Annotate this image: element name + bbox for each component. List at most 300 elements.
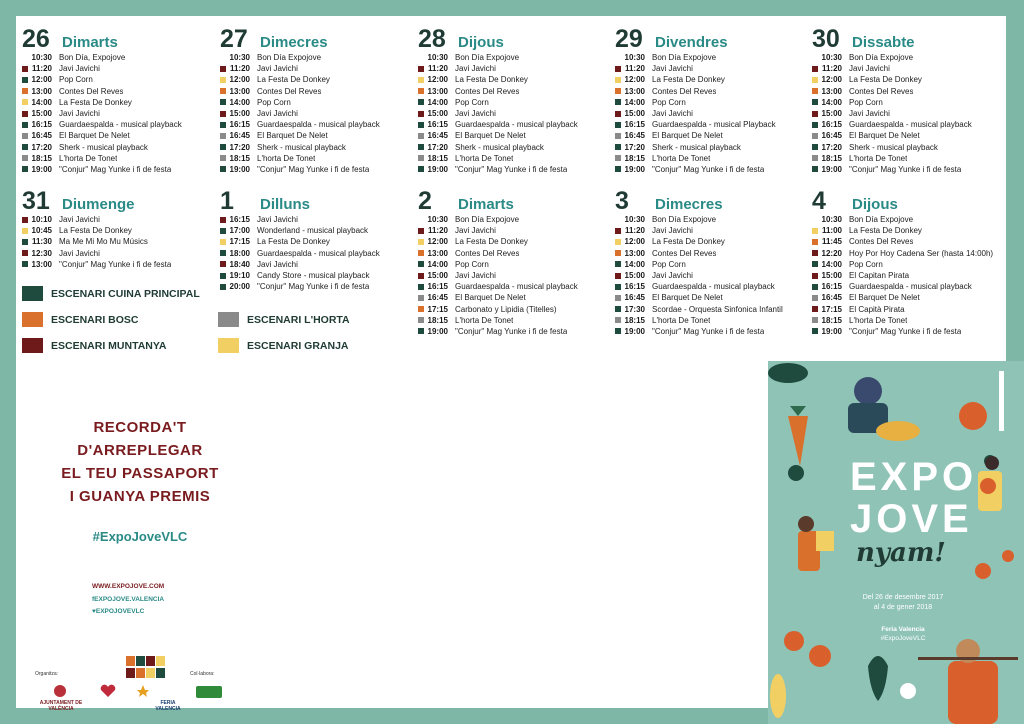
stage-swatch xyxy=(812,111,818,117)
event-row xyxy=(615,236,805,247)
event-title: Sherk - musical playback xyxy=(455,142,544,152)
event-row xyxy=(615,108,805,119)
event-time: 13:00 xyxy=(31,259,52,269)
legend-label: ESCENARI CUINA PRINCIPAL xyxy=(51,287,200,300)
event-row xyxy=(220,52,410,63)
event-row xyxy=(418,315,608,326)
event-time: 11:00 xyxy=(821,226,842,236)
event-time: 11:20 xyxy=(427,64,448,74)
event-title: Contes Del Reves xyxy=(257,86,322,96)
facebook-link[interactable]: fEXPOJOVE.VALENCIA xyxy=(92,596,165,603)
day-number: 30 xyxy=(812,25,840,53)
event-time: 15:00 xyxy=(821,109,842,119)
event-time: 18:15 xyxy=(427,315,448,325)
day-header xyxy=(812,188,1002,214)
event-time: 17:20 xyxy=(624,142,645,152)
event-time: 16:15 xyxy=(427,282,448,292)
event-title: Contes Del Reves xyxy=(849,237,914,247)
event-time: 10:45 xyxy=(31,226,52,236)
event-row xyxy=(22,259,212,270)
legend-item-bosc xyxy=(22,312,139,327)
event-title: El Barquet De Nelet xyxy=(455,131,526,141)
day-number: 26 xyxy=(22,25,50,53)
stage-swatch xyxy=(615,144,621,150)
event-row xyxy=(220,248,410,259)
twitter-link[interactable]: ♥EXPOJOVEVLC xyxy=(92,608,145,615)
event-title: Javi Javichi xyxy=(59,215,100,225)
event-row xyxy=(220,63,410,74)
event-title: Pop Corn xyxy=(652,97,686,107)
stage-swatch xyxy=(418,328,424,334)
event-time: 16:45 xyxy=(31,131,52,141)
stage-swatch xyxy=(812,228,818,234)
reminder-line: D'ARREPLEGAR xyxy=(77,442,203,459)
legend-swatch xyxy=(22,286,43,301)
event-title: Contes Del Reves xyxy=(652,86,717,96)
event-time: 13:00 xyxy=(229,86,250,96)
event-row xyxy=(812,214,1002,225)
stage-swatch xyxy=(812,295,818,301)
stage-swatch xyxy=(615,99,621,105)
poster-venue-name: Feria Valencia xyxy=(881,626,925,633)
stage-swatch xyxy=(418,77,424,83)
event-row xyxy=(220,164,410,175)
sponsor-name: FERIA VALENCIA xyxy=(155,700,181,712)
event-time: 12:00 xyxy=(31,75,52,85)
stage-swatch xyxy=(615,317,621,323)
event-title: Javi Javichi xyxy=(652,226,693,236)
stage-swatch xyxy=(418,88,424,94)
day-schedule xyxy=(22,188,212,270)
event-time: 11:20 xyxy=(229,64,250,74)
event-row xyxy=(22,164,212,175)
event-title: Bon Día, Expojove xyxy=(59,53,126,63)
day-header xyxy=(220,26,410,52)
legend-swatch xyxy=(22,312,43,327)
hashtag-text: #ExpoJoveVLC xyxy=(92,529,188,544)
event-time: 16:45 xyxy=(427,131,448,141)
event-row xyxy=(418,63,608,74)
event-time: 14:00 xyxy=(821,97,842,107)
event-time: 15:00 xyxy=(821,271,842,281)
event-time: 13:00 xyxy=(821,86,842,96)
stage-swatch xyxy=(812,273,818,279)
stage-swatch xyxy=(22,144,28,150)
day-name: Dissabte xyxy=(852,34,915,51)
event-time: 14:00 xyxy=(229,97,250,107)
event-title: Javi Javichi xyxy=(59,248,100,258)
stage-swatch xyxy=(812,306,818,312)
poster-title xyxy=(850,456,977,540)
event-row xyxy=(812,292,1002,303)
event-time: 19:00 xyxy=(624,164,645,174)
event-time: 10:10 xyxy=(31,215,52,225)
stage-swatch xyxy=(418,122,424,128)
event-time: 13:00 xyxy=(427,248,448,258)
event-row xyxy=(220,225,410,236)
stage-swatch xyxy=(418,317,424,323)
event-title: El Barquet De Nelet xyxy=(849,293,920,303)
day-number: 3 xyxy=(615,187,629,215)
event-title: L'horta De Tonet xyxy=(257,153,316,163)
event-title: Sherk - musical playback xyxy=(59,142,148,152)
event-row xyxy=(615,281,805,292)
event-row xyxy=(22,153,212,164)
day-number: 2 xyxy=(418,187,432,215)
event-row xyxy=(812,130,1002,141)
event-row xyxy=(615,164,805,175)
event-time: 11:20 xyxy=(624,226,645,236)
event-time: 12:30 xyxy=(31,248,52,258)
stage-swatch xyxy=(220,228,226,234)
event-time: 17:20 xyxy=(821,142,842,152)
stage-swatch xyxy=(22,261,28,267)
poster-title-line: JOVE xyxy=(850,497,973,541)
corte-ingles-logo-icon xyxy=(196,686,222,698)
day-schedule xyxy=(418,26,608,175)
stage-swatch xyxy=(220,217,226,223)
stage-swatch xyxy=(615,111,621,117)
event-title: L'horta De Tonet xyxy=(652,153,711,163)
legend-label: ESCENARI MUNTANYA xyxy=(51,339,167,352)
event-title: "Conjur" Mag Yunke i fi de festa xyxy=(455,326,568,336)
event-row xyxy=(418,52,608,63)
sponsor-name: AJUNTAMENT DE VALÈNCIA xyxy=(39,700,83,712)
day-schedule xyxy=(22,26,212,175)
event-time: 10:30 xyxy=(821,215,842,225)
event-row xyxy=(418,270,608,281)
event-title: "Conjur" Mag Yunke i fi de festa xyxy=(59,164,172,174)
feria-star-icon xyxy=(136,684,150,698)
event-title: Scordae - Orquesta Sinfonica Infantil xyxy=(652,304,783,314)
day-header xyxy=(812,26,1002,52)
day-number: 28 xyxy=(418,25,446,53)
event-title: Bon Día Expojove xyxy=(849,215,914,225)
event-title: Bon Día Expojove xyxy=(455,53,520,63)
day-schedule xyxy=(220,26,410,175)
event-time: 17:15 xyxy=(229,237,250,247)
event-row xyxy=(615,225,805,236)
event-time: 19:00 xyxy=(427,164,448,174)
event-title: La Festa De Donkey xyxy=(455,75,528,85)
event-time: 14:00 xyxy=(31,97,52,107)
stage-swatch xyxy=(615,122,621,128)
event-row xyxy=(812,315,1002,326)
event-title: Bon Día Expojove xyxy=(652,53,717,63)
event-title: Hoy Por Hoy Cadena Ser (hasta 14:00h) xyxy=(849,248,994,258)
event-time: 19:00 xyxy=(229,164,250,174)
day-name: Diumenge xyxy=(62,196,135,213)
event-title: Bon Día Expojove xyxy=(849,53,914,63)
reminder-line: RECORDA'T xyxy=(93,419,187,436)
event-title: Guardaespalda - musical playback xyxy=(849,120,972,130)
event-row xyxy=(615,142,805,153)
event-title: Javi Javichi xyxy=(652,109,693,119)
poster-dates xyxy=(828,593,978,613)
event-time: 19:00 xyxy=(427,326,448,336)
poster-date-line: al 4 de gener 2018 xyxy=(873,604,933,611)
event-title: La Festa De Donkey xyxy=(59,97,132,107)
event-title: L'horta De Tonet xyxy=(59,153,118,163)
event-time: 12:00 xyxy=(821,75,842,85)
legend-item-cuina xyxy=(22,286,200,301)
stage-swatch xyxy=(418,166,424,172)
event-time: 12:20 xyxy=(821,248,842,258)
event-title: Javi Javichi xyxy=(257,215,298,225)
event-title: Guardaespalda - musical playback xyxy=(455,282,578,292)
legend-label: ESCENARI BOSC xyxy=(51,313,139,326)
event-title: El Barquet De Nelet xyxy=(59,131,130,141)
stage-swatch xyxy=(220,66,226,72)
event-time: 17:15 xyxy=(821,304,842,314)
colabora-label: Col·labora: xyxy=(190,671,215,677)
stage-swatch xyxy=(812,55,818,61)
stage-swatch xyxy=(812,66,818,72)
event-title: "Conjur" Mag Yunke i fi de festa xyxy=(257,282,370,292)
day-header xyxy=(615,26,805,52)
event-title: La Festa De Donkey xyxy=(257,237,330,247)
stage-swatch xyxy=(220,111,226,117)
event-time: 15:00 xyxy=(229,109,250,119)
event-row xyxy=(418,326,608,337)
stage-swatch xyxy=(615,284,621,290)
event-title: La Festa De Donkey xyxy=(849,75,922,85)
event-time: 16:15 xyxy=(229,120,250,130)
event-time: 12:00 xyxy=(427,75,448,85)
stage-swatch xyxy=(615,88,621,94)
stage-swatch xyxy=(220,273,226,279)
event-row xyxy=(220,153,410,164)
day-schedule xyxy=(220,188,410,292)
day-header xyxy=(418,26,608,52)
event-row xyxy=(615,270,805,281)
event-title: "Conjur" Mag Yunke i fi de festa xyxy=(849,164,962,174)
event-title: Javi Javichi xyxy=(257,259,298,269)
event-title: Javi Javichi xyxy=(257,109,298,119)
event-row xyxy=(22,108,212,119)
event-row xyxy=(812,63,1002,74)
stage-swatch xyxy=(615,250,621,256)
event-time: 14:00 xyxy=(821,259,842,269)
event-title: Guardaespalda - musical playback xyxy=(849,282,972,292)
day-header xyxy=(220,188,410,214)
stage-swatch xyxy=(22,77,28,83)
stage-swatch xyxy=(220,133,226,139)
event-time: 10:30 xyxy=(31,53,52,63)
event-time: 11:20 xyxy=(624,64,645,74)
event-row xyxy=(812,236,1002,247)
event-title: Javi Javichi xyxy=(455,271,496,281)
event-title: Javi Javichi xyxy=(455,109,496,119)
event-row xyxy=(22,130,212,141)
event-time: 19:00 xyxy=(624,326,645,336)
day-number: 31 xyxy=(22,187,50,215)
event-row xyxy=(812,108,1002,119)
day-number: 1 xyxy=(220,187,234,215)
stage-swatch xyxy=(615,239,621,245)
poster-venue xyxy=(828,625,978,643)
event-row xyxy=(418,74,608,85)
day-number: 4 xyxy=(812,187,826,215)
event-title: Javi Javichi xyxy=(257,64,298,74)
stage-swatch xyxy=(418,228,424,234)
stage-swatch xyxy=(812,133,818,139)
event-time: 12:00 xyxy=(229,75,250,85)
event-row xyxy=(220,236,410,247)
legend-item-muntanya xyxy=(22,338,167,353)
website-link[interactable]: WWW.EXPOJOVE.COM xyxy=(92,583,165,590)
stage-swatch xyxy=(220,155,226,161)
event-row xyxy=(22,119,212,130)
event-time: 15:00 xyxy=(31,109,52,119)
stage-swatch xyxy=(615,295,621,301)
stage-swatch xyxy=(812,77,818,83)
event-row xyxy=(220,259,410,270)
event-title: El Barquet De Nelet xyxy=(652,293,723,303)
event-time: 17:20 xyxy=(31,142,52,152)
event-row xyxy=(418,97,608,108)
heart-logo-icon xyxy=(98,684,118,698)
stage-swatch xyxy=(22,155,28,161)
day-header xyxy=(418,188,608,214)
stage-swatch xyxy=(22,217,28,223)
event-row xyxy=(220,86,410,97)
event-row xyxy=(615,97,805,108)
day-header xyxy=(22,188,212,214)
event-title: Pop Corn xyxy=(455,97,489,107)
stage-swatch xyxy=(22,111,28,117)
day-name: Dijous xyxy=(458,34,504,51)
day-name: Dimecres xyxy=(655,196,723,213)
stage-swatch xyxy=(418,133,424,139)
event-row xyxy=(220,97,410,108)
stage-swatch xyxy=(418,66,424,72)
stage-swatch xyxy=(22,133,28,139)
stage-swatch xyxy=(615,77,621,83)
event-row xyxy=(812,248,1002,259)
event-title: Sherk - musical playback xyxy=(849,142,938,152)
event-row xyxy=(615,119,805,130)
stage-swatch xyxy=(615,166,621,172)
expojove-logo-icon xyxy=(126,656,166,678)
day-name: Dimarts xyxy=(458,196,514,213)
event-title: La Festa De Donkey xyxy=(257,75,330,85)
event-row xyxy=(812,304,1002,315)
event-row xyxy=(418,119,608,130)
legend-label: ESCENARI L'HORTA xyxy=(247,313,350,326)
event-row xyxy=(812,142,1002,153)
stage-swatch xyxy=(615,217,621,223)
event-time: 19:00 xyxy=(821,164,842,174)
event-title: Pop Corn xyxy=(652,259,686,269)
event-time: 10:30 xyxy=(229,53,250,63)
stage-swatch xyxy=(418,284,424,290)
event-row xyxy=(812,281,1002,292)
event-time: 18:15 xyxy=(821,153,842,163)
day-header xyxy=(22,26,212,52)
stage-swatch xyxy=(418,99,424,105)
event-time: 15:00 xyxy=(427,109,448,119)
event-title: Contes Del Reves xyxy=(59,86,124,96)
stage-swatch xyxy=(812,166,818,172)
reminder-line: I GUANYA PREMIS xyxy=(69,488,211,505)
stage-swatch xyxy=(22,99,28,105)
event-row xyxy=(615,292,805,303)
event-title: "Conjur" Mag Yunke i fi de festa xyxy=(59,259,172,269)
event-time: 11:30 xyxy=(31,237,52,247)
day-name: Dimecres xyxy=(260,34,328,51)
event-title: Pop Corn xyxy=(257,97,291,107)
event-title: Contes Del Reves xyxy=(455,248,520,258)
event-row xyxy=(615,259,805,270)
event-row xyxy=(22,225,212,236)
organitza-label: Organitza: xyxy=(35,671,59,677)
event-title: L'horta De Tonet xyxy=(849,153,908,163)
event-title: La Festa De Donkey xyxy=(849,226,922,236)
event-title: L'horta De Tonet xyxy=(849,315,908,325)
event-time: 16:45 xyxy=(624,293,645,303)
day-schedule xyxy=(812,26,1002,175)
stage-swatch xyxy=(615,66,621,72)
event-time: 18:15 xyxy=(624,315,645,325)
event-row xyxy=(812,259,1002,270)
stage-swatch xyxy=(220,250,226,256)
poster-title-line: EXPO xyxy=(850,455,978,499)
stage-swatch xyxy=(812,217,818,223)
event-title: Guardaespalda - musical playback xyxy=(652,282,775,292)
event-row xyxy=(812,119,1002,130)
event-time: 14:00 xyxy=(427,97,448,107)
legend-label: ESCENARI GRANJA xyxy=(247,339,349,352)
stage-swatch xyxy=(220,55,226,61)
passport-reminder xyxy=(50,416,230,508)
stage-swatch xyxy=(812,99,818,105)
event-time: 18:15 xyxy=(31,153,52,163)
event-row xyxy=(418,236,608,247)
event-time: 16:45 xyxy=(821,131,842,141)
event-title: Sherk - musical playback xyxy=(257,142,346,152)
stage-swatch xyxy=(615,155,621,161)
stage-swatch xyxy=(812,261,818,267)
legend-swatch xyxy=(22,338,43,353)
event-title: Guardaespalda - musical playback xyxy=(455,120,578,130)
event-time: 10:30 xyxy=(624,53,645,63)
event-row xyxy=(615,214,805,225)
event-time: 18:15 xyxy=(427,153,448,163)
event-row xyxy=(418,214,608,225)
stage-swatch xyxy=(220,122,226,128)
event-time: 12:00 xyxy=(624,237,645,247)
event-time: 16:45 xyxy=(229,131,250,141)
event-title: "Conjur" Mag Yunke i fi de festa xyxy=(652,326,765,336)
event-time: 16:15 xyxy=(229,215,250,225)
event-row xyxy=(812,326,1002,337)
stage-swatch xyxy=(418,306,424,312)
event-time: 14:00 xyxy=(624,97,645,107)
event-title: L'horta De Tonet xyxy=(455,315,514,325)
day-name: Dilluns xyxy=(260,196,311,213)
event-title: Javi Javichi xyxy=(59,64,100,74)
stage-swatch xyxy=(615,228,621,234)
event-title: El Capità Pirata xyxy=(849,304,905,314)
event-row xyxy=(418,248,608,259)
event-title: El Barquet De Nelet xyxy=(849,131,920,141)
event-row xyxy=(615,63,805,74)
event-time: 15:00 xyxy=(427,271,448,281)
stage-swatch xyxy=(220,166,226,172)
poster-hashtag: #ExpoJoveVLC xyxy=(880,635,926,642)
event-time: 16:15 xyxy=(821,282,842,292)
